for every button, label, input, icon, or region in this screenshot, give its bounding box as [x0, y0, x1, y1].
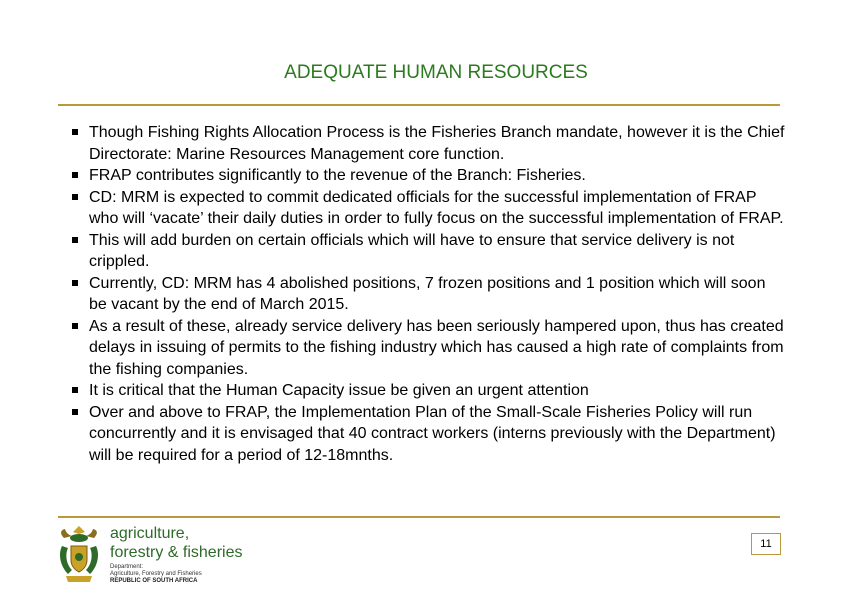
bullet-item: As a result of these, already service delivery has been seriously hampered upon, thus has created delays in issuing of permits to the fishing industry which has caused a high rate of complaints from the fishing companies. — [70, 316, 786, 381]
bullet-square-icon — [72, 129, 78, 135]
coat-of-arms-icon — [56, 524, 102, 586]
brand-wordmark — [110, 524, 242, 562]
bullet-square-icon — [72, 194, 78, 200]
country-name: REPUBLIC OF SOUTH AFRICA — [110, 578, 198, 584]
brand-line-1: agriculture, — [110, 525, 190, 542]
department-caption — [110, 564, 202, 585]
bullet-item: It is critical that the Human Capacity issue be given an urgent attention — [70, 380, 786, 402]
bullet-square-icon — [72, 280, 78, 286]
bullet-list — [70, 122, 786, 466]
page-number: 11 — [751, 533, 781, 555]
bullet-item: Over and above to FRAP, the Implementation Plan of the Small-Scale Fisheries Policy will run concurrently and it is envisaged that 40 contract workers (interns previously with the Department) will be required for a period of 12-18mnths. — [70, 402, 786, 467]
bullet-square-icon — [72, 409, 78, 415]
bullet-item: Currently, CD: MRM has 4 abolished positions, 7 frozen positions and 1 position which will soon be vacant by the end of March 2015. — [70, 273, 786, 316]
bullet-square-icon — [72, 172, 78, 178]
bullet-square-icon — [72, 237, 78, 243]
bullet-item: CD: MRM is expected to commit dedicated officials for the successful implementation of FRAP who will ‘vacate’ their daily duties in order to fully focus on the successful implementation of FRAP. — [70, 187, 786, 230]
department-logo — [56, 524, 256, 588]
footer-divider — [58, 516, 780, 518]
department-name: Agriculture, Forestry and Fisheries — [110, 571, 202, 577]
bullet-item: Though Fishing Rights Allocation Process is the Fisheries Branch mandate, however it is the Chief Directorate: Marine Resources Management core function. — [70, 122, 786, 165]
bullet-square-icon — [72, 323, 78, 329]
title-divider — [58, 104, 780, 106]
bullet-item: FRAP contributes significantly to the revenue of the Branch: Fisheries. — [70, 165, 786, 187]
bullet-square-icon — [72, 387, 78, 393]
department-label: Department: — [110, 564, 144, 570]
brand-line-2: forestry & fisheries — [110, 544, 243, 561]
slide-title: ADEQUATE HUMAN RESOURCES — [284, 62, 588, 83]
bullet-item: This will add burden on certain officials which will have to ensure that service delivery is not crippled. — [70, 230, 786, 273]
